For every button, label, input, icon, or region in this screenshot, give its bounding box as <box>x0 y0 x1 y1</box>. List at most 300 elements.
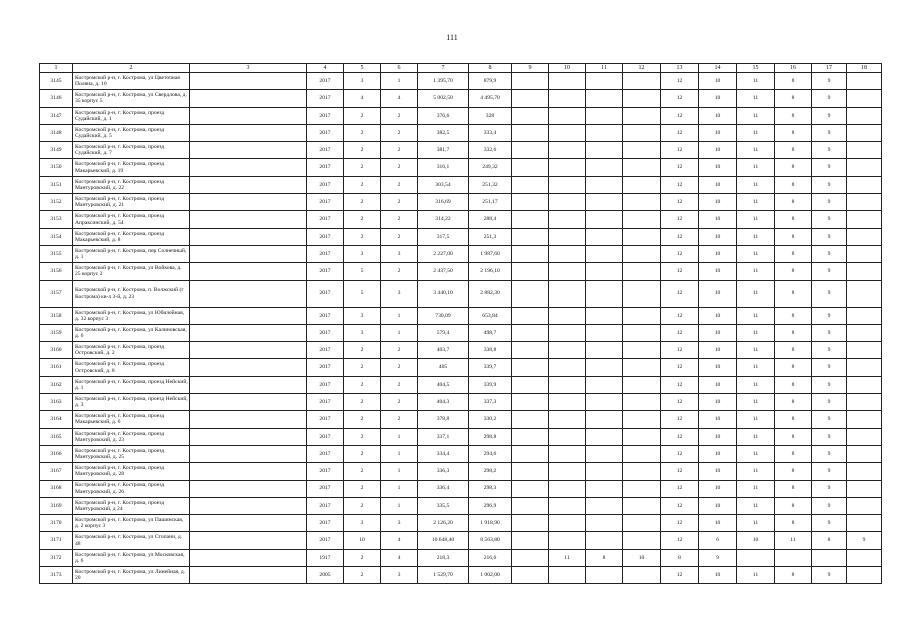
table-cell: 12 <box>661 73 699 90</box>
row-number-cell: 3172 <box>40 549 73 566</box>
table-cell: 251,32 <box>469 176 512 193</box>
table-cell: 10 <box>699 324 737 341</box>
table-cell <box>847 90 882 107</box>
table-cell <box>512 480 549 497</box>
table-cell: 2 <box>344 549 381 566</box>
table-cell <box>847 307 882 324</box>
header-cell: 16 <box>775 64 812 73</box>
table-cell: 8 <box>775 307 812 324</box>
table-cell: 335,5 <box>418 497 469 514</box>
table-cell: 8 <box>775 142 812 159</box>
table-cell <box>586 159 623 176</box>
table-cell <box>549 463 586 480</box>
table-cell: 9 <box>812 376 847 393</box>
table-cell <box>586 194 623 211</box>
table-cell <box>586 411 623 428</box>
address-cell: Костромской р-н, г. Кострома, проезд Островский, д. 2 <box>73 342 190 359</box>
table-cell: 9 <box>812 428 847 445</box>
table-cell <box>623 445 661 462</box>
table-cell: 2017 <box>307 211 344 228</box>
table-cell: 2017 <box>307 515 344 532</box>
table-cell <box>847 107 882 124</box>
address-cell: Костромской р-н, г. Кострома, ул Цветочная Поляна, д. 10 <box>73 73 190 90</box>
row-number-cell: 3155 <box>40 245 73 262</box>
table-cell: 2017 <box>307 176 344 193</box>
address-cell: Костромской р-н, г. Кострома, ул Войкова, д. 25 корпус 2 <box>73 263 190 280</box>
table-cell: 8 <box>775 445 812 462</box>
table-cell: 249,32 <box>469 159 512 176</box>
table-cell: 12 <box>661 411 699 428</box>
table-cell: 10 <box>699 142 737 159</box>
table-cell <box>190 549 307 566</box>
table-cell <box>512 142 549 159</box>
table-cell: 2017 <box>307 73 344 90</box>
table-cell: 3 <box>381 280 418 307</box>
table-cell <box>586 211 623 228</box>
table-cell <box>586 497 623 514</box>
table-cell <box>190 480 307 497</box>
table-cell <box>623 411 661 428</box>
table-body <box>40 64 882 584</box>
table-cell: 218,3 <box>418 549 469 566</box>
row-number-cell: 3148 <box>40 124 73 141</box>
row-number-cell: 3152 <box>40 194 73 211</box>
table-cell <box>586 463 623 480</box>
table-cell: 2017 <box>307 532 344 549</box>
table-cell: 8 <box>775 159 812 176</box>
table-cell: 11 <box>737 90 775 107</box>
table-cell <box>512 307 549 324</box>
table-cell <box>512 194 549 211</box>
table-cell <box>512 159 549 176</box>
row-number-cell: 3150 <box>40 159 73 176</box>
table-cell <box>847 445 882 462</box>
table-cell <box>623 324 661 341</box>
table-cell <box>190 211 307 228</box>
table-cell <box>512 567 549 584</box>
table-cell: 12 <box>661 445 699 462</box>
table-cell: 12 <box>661 532 699 549</box>
table-cell: 11 <box>737 280 775 307</box>
table-cell <box>190 159 307 176</box>
table-cell: 5 002,50 <box>418 90 469 107</box>
table-row <box>40 280 882 307</box>
table-cell <box>623 428 661 445</box>
table-cell: 2 <box>344 228 381 245</box>
table-row <box>40 194 882 211</box>
table-cell <box>549 324 586 341</box>
table-cell: 317,5 <box>418 228 469 245</box>
table-cell: 2 <box>344 107 381 124</box>
table-cell <box>512 107 549 124</box>
table-cell: 404,3 <box>418 394 469 411</box>
table-cell: 2 <box>344 445 381 462</box>
table-cell <box>190 411 307 428</box>
table-cell <box>586 142 623 159</box>
table-cell: 8 <box>775 280 812 307</box>
address-cell: Костромской р-н, г. Кострома, ул Стопани, д. 48 <box>73 532 190 549</box>
table-cell: 382,5 <box>418 124 469 141</box>
table-cell: 10 <box>699 445 737 462</box>
table-cell <box>586 107 623 124</box>
table-cell: 2017 <box>307 194 344 211</box>
table-cell <box>847 411 882 428</box>
table-cell: 11 <box>737 263 775 280</box>
table-cell <box>623 228 661 245</box>
row-number-cell: 3169 <box>40 497 73 514</box>
table-cell: 11 <box>737 359 775 376</box>
table-cell <box>512 324 549 341</box>
table-cell: 3 <box>344 324 381 341</box>
table-cell: 11 <box>775 532 812 549</box>
table-cell <box>190 263 307 280</box>
table-cell: 8 <box>775 73 812 90</box>
address-cell: Костромской р-н, г. Кострома, проезд Судайский, д. 5 <box>73 124 190 141</box>
table-cell: 10 648,40 <box>418 532 469 549</box>
row-number-cell: 3168 <box>40 480 73 497</box>
table-cell: 1 987,60 <box>469 245 512 262</box>
table-cell: 2017 <box>307 263 344 280</box>
table-cell: 2017 <box>307 228 344 245</box>
table-row <box>40 263 882 280</box>
table-cell <box>512 90 549 107</box>
table-cell <box>549 376 586 393</box>
row-number-cell: 3161 <box>40 359 73 376</box>
table-cell: 9 <box>812 515 847 532</box>
table-cell: 9 <box>812 124 847 141</box>
table-cell <box>623 342 661 359</box>
table-cell: 1 <box>381 445 418 462</box>
table-cell <box>512 549 549 566</box>
table-cell: 12 <box>661 428 699 445</box>
table-cell: 10 <box>699 307 737 324</box>
address-cell: Костромской р-н, г. Кострома, проезд Островский, д. 8 <box>73 359 190 376</box>
table-cell: 11 <box>737 159 775 176</box>
table-row <box>40 359 882 376</box>
table-cell: 9 <box>812 480 847 497</box>
table-cell <box>847 394 882 411</box>
table-cell <box>623 307 661 324</box>
header-cell: 8 <box>469 64 512 73</box>
table-cell <box>623 394 661 411</box>
table-cell: 10 <box>699 194 737 211</box>
table-row <box>40 73 882 90</box>
header-cell: 15 <box>737 64 775 73</box>
table-cell <box>190 73 307 90</box>
table-cell: 3 <box>381 245 418 262</box>
table-cell: 4 <box>381 90 418 107</box>
table-cell <box>847 515 882 532</box>
table-cell: 10 <box>699 342 737 359</box>
table-cell <box>586 124 623 141</box>
table-cell <box>847 463 882 480</box>
table-cell: 403,7 <box>418 342 469 359</box>
table-cell <box>190 124 307 141</box>
table-cell <box>623 515 661 532</box>
header-cell: 14 <box>699 64 737 73</box>
table-cell: 12 <box>661 263 699 280</box>
address-cell: Костромской р-н, г. Кострома, проезд Судайский, д. 7 <box>73 142 190 159</box>
table-cell: 2 <box>381 228 418 245</box>
table-cell: 9 <box>812 73 847 90</box>
buildings-table <box>39 63 882 584</box>
table-cell: 8 <box>775 194 812 211</box>
table-cell: 10 <box>699 263 737 280</box>
address-cell: Костромской р-н, г. Кострома, проезд Мантуровский, д. 21 <box>73 194 190 211</box>
row-number-cell: 3160 <box>40 342 73 359</box>
table-cell: 8 <box>775 245 812 262</box>
table-cell: 10 <box>344 532 381 549</box>
table-cell: 8 <box>775 515 812 532</box>
table-cell: 11 <box>737 428 775 445</box>
table-cell <box>549 159 586 176</box>
table-cell: 2017 <box>307 480 344 497</box>
table-cell: 298,8 <box>469 428 512 445</box>
table-cell: 730,09 <box>418 307 469 324</box>
table-cell <box>190 463 307 480</box>
table-cell <box>623 73 661 90</box>
address-cell: Костромской р-н, г. Кострома, проезд Нейский, д. 1 <box>73 376 190 393</box>
table-cell: 2 <box>344 428 381 445</box>
address-cell: Костромской р-н, г. Кострома, проезд Мантуровский, д. 25 <box>73 445 190 462</box>
table-cell: 2017 <box>307 411 344 428</box>
table-cell <box>812 549 847 566</box>
table-cell: 2 <box>344 142 381 159</box>
table-cell: 337,3 <box>469 394 512 411</box>
table-row <box>40 463 882 480</box>
address-cell: Костромской р-н, г. Кострома, проезд Мантуровский, д. 26 <box>73 480 190 497</box>
table-cell <box>586 228 623 245</box>
table-cell: 296,9 <box>469 497 512 514</box>
table-cell: 11 <box>737 176 775 193</box>
table-cell: 216,6 <box>469 549 512 566</box>
table-cell <box>847 194 882 211</box>
table-cell <box>549 497 586 514</box>
table-cell: 2 <box>344 159 381 176</box>
table-cell: 10 <box>699 124 737 141</box>
table-cell: 376,6 <box>418 107 469 124</box>
table-cell <box>623 463 661 480</box>
table-cell: 4 <box>381 532 418 549</box>
table-cell: 2 <box>344 124 381 141</box>
table-cell: 8 <box>775 480 812 497</box>
table-cell <box>586 90 623 107</box>
row-number-cell: 3146 <box>40 90 73 107</box>
table-cell: 9 <box>812 228 847 245</box>
row-number-cell: 3166 <box>40 445 73 462</box>
table-cell: 5 <box>344 263 381 280</box>
table-cell: 2 <box>381 394 418 411</box>
table-row <box>40 342 882 359</box>
table-cell <box>623 532 661 549</box>
table-cell: 10 <box>699 428 737 445</box>
table-cell <box>549 107 586 124</box>
table-cell: 2 <box>344 376 381 393</box>
table-cell <box>623 176 661 193</box>
header-cell: 13 <box>661 64 699 73</box>
table-cell: 2017 <box>307 463 344 480</box>
table-cell: 9 <box>812 359 847 376</box>
table-cell: 12 <box>661 176 699 193</box>
table-cell: 10 <box>699 497 737 514</box>
table-cell: 339,7 <box>469 359 512 376</box>
table-row <box>40 211 882 228</box>
table-cell: 9 <box>812 411 847 428</box>
table-cell: 9 <box>812 280 847 307</box>
table-cell: 328 <box>469 107 512 124</box>
table-cell: 3 440,10 <box>418 280 469 307</box>
address-cell: Костромской р-н, г. Кострома, проезд Апраксинский, д. 54 <box>73 211 190 228</box>
table-cell <box>190 359 307 376</box>
table-cell: 3 <box>344 245 381 262</box>
table-cell: 10 <box>699 515 737 532</box>
table-cell: 316,1 <box>418 159 469 176</box>
table-cell: 2017 <box>307 90 344 107</box>
table-cell <box>512 280 549 307</box>
header-cell: 4 <box>307 64 344 73</box>
address-cell: Костромской р-н, г. Кострома, проезд Судайский, д. 1 <box>73 107 190 124</box>
table-cell <box>512 73 549 90</box>
table-cell <box>586 445 623 462</box>
address-cell: Костромской р-н, г. Кострома, ул Московская, д. 6 <box>73 549 190 566</box>
table-cell: 2017 <box>307 324 344 341</box>
table-cell: 2017 <box>307 394 344 411</box>
table-cell <box>623 497 661 514</box>
header-cell: 5 <box>344 64 381 73</box>
table-cell <box>586 342 623 359</box>
table-cell: 2017 <box>307 428 344 445</box>
table-cell: 12 <box>661 359 699 376</box>
table-cell <box>190 176 307 193</box>
table-cell: 10 <box>699 107 737 124</box>
table-cell: 8 <box>586 549 623 566</box>
address-cell: Костромской р-н, г. Кострома, ул Юбилейная, д. 32 корпус 3 <box>73 307 190 324</box>
table-cell: 8 <box>775 90 812 107</box>
table-cell: 11 <box>737 567 775 584</box>
table-cell <box>623 90 661 107</box>
table-cell: 9 <box>812 211 847 228</box>
table-cell: 9 <box>812 176 847 193</box>
table-cell: 8 <box>661 549 699 566</box>
row-number-cell: 3153 <box>40 211 73 228</box>
table-cell: 8 <box>775 228 812 245</box>
table-cell: 2 437,50 <box>418 263 469 280</box>
table-cell <box>847 280 882 307</box>
table-cell: 2017 <box>307 142 344 159</box>
address-cell: Костромской р-н, г. Кострома, ул Линейная, д. 20 <box>73 567 190 584</box>
table-cell <box>847 124 882 141</box>
table-cell: 11 <box>737 515 775 532</box>
row-number-cell: 3151 <box>40 176 73 193</box>
header-row <box>40 64 882 73</box>
table-cell <box>190 532 307 549</box>
table-row <box>40 497 882 514</box>
table-row <box>40 532 882 549</box>
table-cell: 303,54 <box>418 176 469 193</box>
page-number: 111 <box>446 33 458 42</box>
table-cell <box>623 124 661 141</box>
table-cell <box>512 532 549 549</box>
table-cell <box>737 549 775 566</box>
table-cell: 2 <box>381 263 418 280</box>
table-cell: 10 <box>699 280 737 307</box>
table-row <box>40 90 882 107</box>
table-cell: 333,4 <box>469 124 512 141</box>
table-cell <box>549 245 586 262</box>
table-cell: 11 <box>737 376 775 393</box>
table-cell: 2017 <box>307 245 344 262</box>
table-cell: 9 <box>812 324 847 341</box>
table-cell <box>549 90 586 107</box>
table-row <box>40 428 882 445</box>
table-cell <box>512 228 549 245</box>
header-cell: 7 <box>418 64 469 73</box>
table-cell: 12 <box>661 280 699 307</box>
table-cell: 12 <box>661 342 699 359</box>
address-cell: Костромской р-н, г. Кострома, п. Волжский (г Кострома) кв-л 3-й, д. 23 <box>73 280 190 307</box>
row-number-cell: 3163 <box>40 394 73 411</box>
table-cell <box>847 324 882 341</box>
table-cell: 1 <box>381 480 418 497</box>
row-number-cell: 3158 <box>40 307 73 324</box>
table-cell <box>549 515 586 532</box>
table-cell: 2 <box>344 342 381 359</box>
table-cell <box>190 107 307 124</box>
table-cell <box>190 142 307 159</box>
table-cell: 8 <box>775 263 812 280</box>
table-cell: 10 <box>623 549 661 566</box>
address-cell: Костромской р-н, г. Кострома, проезд Мантуровский, д. 22 <box>73 176 190 193</box>
table-cell: 1 <box>381 428 418 445</box>
table-cell <box>512 376 549 393</box>
address-cell: Костромской р-н, г. Кострома, проезд Мантуровский, д. 23 <box>73 428 190 445</box>
table-cell: 10 <box>699 359 737 376</box>
table-cell: 8 <box>775 428 812 445</box>
table-cell: 579,4 <box>418 324 469 341</box>
table-cell: 10 <box>699 480 737 497</box>
table-cell <box>847 497 882 514</box>
address-cell: Костромской р-н, г. Кострома, проезд Мантуровский, д. 28 <box>73 463 190 480</box>
table-cell: 10 <box>699 73 737 90</box>
table-cell: 316,69 <box>418 194 469 211</box>
table-cell <box>549 342 586 359</box>
table-cell <box>847 376 882 393</box>
address-cell: Костромской р-н, г. Кострома, проезд Нейский, д. 3 <box>73 394 190 411</box>
row-number-cell: 3165 <box>40 428 73 445</box>
table-cell: 10 <box>699 228 737 245</box>
table-cell: 10 <box>699 159 737 176</box>
table-cell: 9 <box>812 159 847 176</box>
table-cell: 8 <box>775 376 812 393</box>
table-row <box>40 159 882 176</box>
table-row <box>40 376 882 393</box>
table-cell <box>847 73 882 90</box>
table-cell: 336,3 <box>418 463 469 480</box>
table-cell <box>847 211 882 228</box>
table-cell <box>549 445 586 462</box>
table-cell <box>549 73 586 90</box>
table-cell <box>623 376 661 393</box>
table-row <box>40 307 882 324</box>
table-cell: 12 <box>661 307 699 324</box>
table-cell: 8 <box>775 394 812 411</box>
table-cell: 8 <box>775 107 812 124</box>
table-cell <box>549 428 586 445</box>
table-cell <box>512 428 549 445</box>
address-cell: Костромской р-н, г. Кострома, проезд Макарьевский, д. 6 <box>73 411 190 428</box>
table-row <box>40 445 882 462</box>
table-row <box>40 515 882 532</box>
